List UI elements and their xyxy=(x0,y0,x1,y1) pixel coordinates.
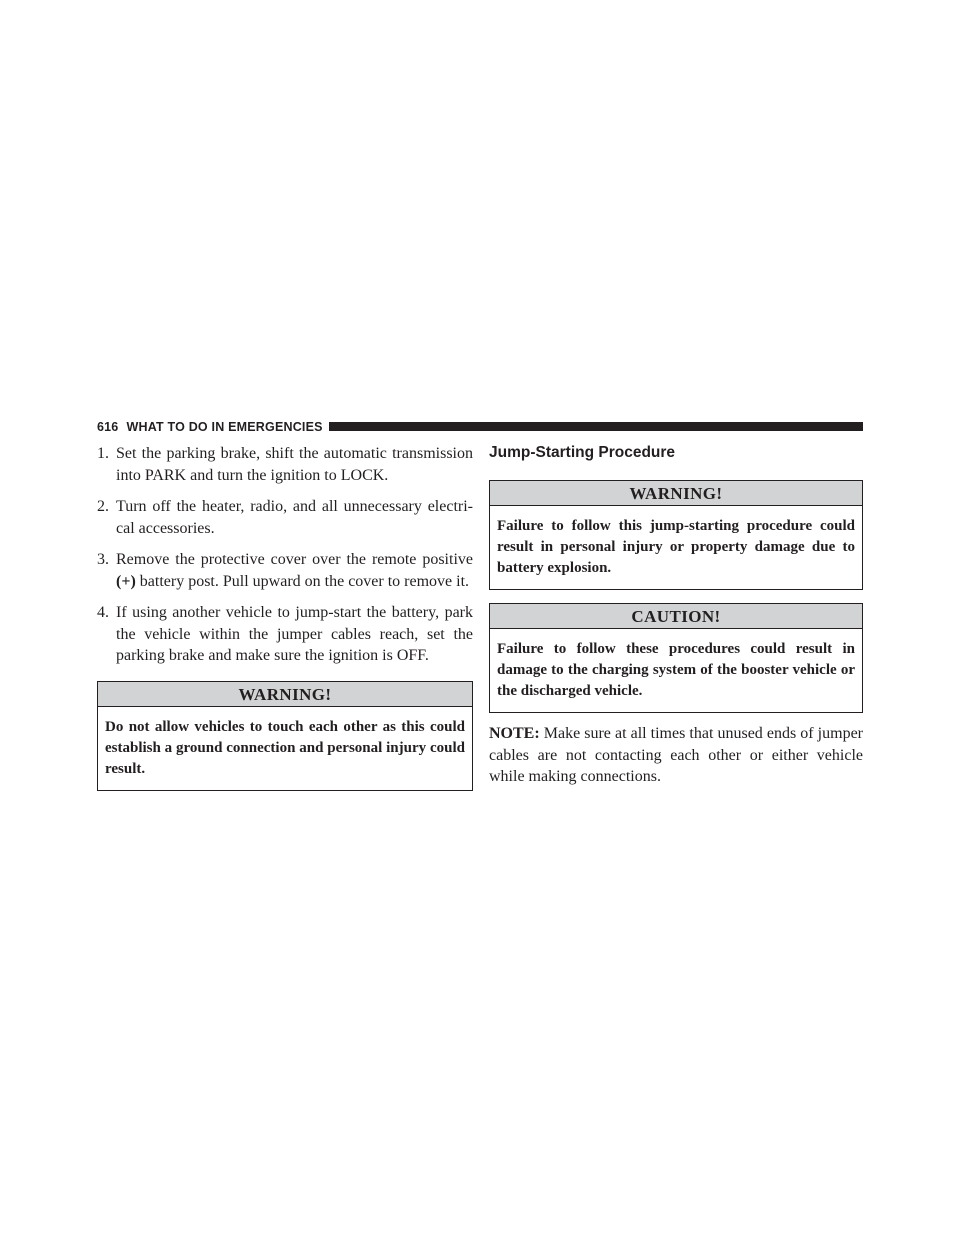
warning-title: WARNING! xyxy=(490,481,862,506)
step-number: 1. xyxy=(97,445,109,462)
left-column xyxy=(97,443,473,791)
page-number: 616 xyxy=(97,419,119,434)
note-paragraph xyxy=(489,723,863,788)
warning-title: WARNING! xyxy=(98,682,472,707)
positive-symbol: (+) xyxy=(116,572,136,590)
step-3 xyxy=(97,549,473,592)
caution-body: Failure to follow these procedures could result in damage to the charging system of the booster vehicle or the discharged vehicle. xyxy=(497,641,855,699)
warning-box-right xyxy=(489,480,863,590)
step-text: If using another vehicle to jump-start the battery, park the vehicle within the jumper cables reach, set the parking brake and make sure the ignition is OFF. xyxy=(116,604,473,664)
step-number: 3. xyxy=(97,551,109,568)
step-number: 2. xyxy=(97,498,109,515)
note-text: Make sure at all times that unused ends of jumper cables are not contacting each other or either vehicle while making connections. xyxy=(489,725,863,785)
warning-box-left xyxy=(97,681,473,791)
step-4 xyxy=(97,602,473,667)
section-header-title: WHAT TO DO IN EMERGENCIES xyxy=(126,419,323,434)
page-header xyxy=(97,418,863,435)
step-text: Remove the protective cover over the remote positive xyxy=(116,551,473,568)
note-label: NOTE: xyxy=(489,725,540,742)
step-number: 4. xyxy=(97,604,109,621)
caution-title: CAUTION! xyxy=(490,604,862,629)
step-text: Set the parking brake, shift the automatic transmission into PARK and turn the ignition to LOCK. xyxy=(116,445,473,484)
right-column xyxy=(489,441,863,804)
step-2 xyxy=(97,496,473,539)
section-title: Jump-Starting Procedure xyxy=(489,444,676,461)
step-text-continued: battery post. Pull upward on the cover to remove it. xyxy=(139,572,470,590)
step-1 xyxy=(97,443,473,486)
warning-body: Failure to follow this jump-starting procedure could result in personal injury or property damage due to battery explosion. xyxy=(497,518,855,576)
header-rule xyxy=(329,422,863,431)
step-text: Turn off the heater, radio, and all unnecessary electri- cal accessories. xyxy=(116,498,473,537)
caution-box xyxy=(489,603,863,713)
warning-body: Do not allow vehicles to touch each other as this could establish a ground connection and personal injury could result. xyxy=(105,718,465,777)
